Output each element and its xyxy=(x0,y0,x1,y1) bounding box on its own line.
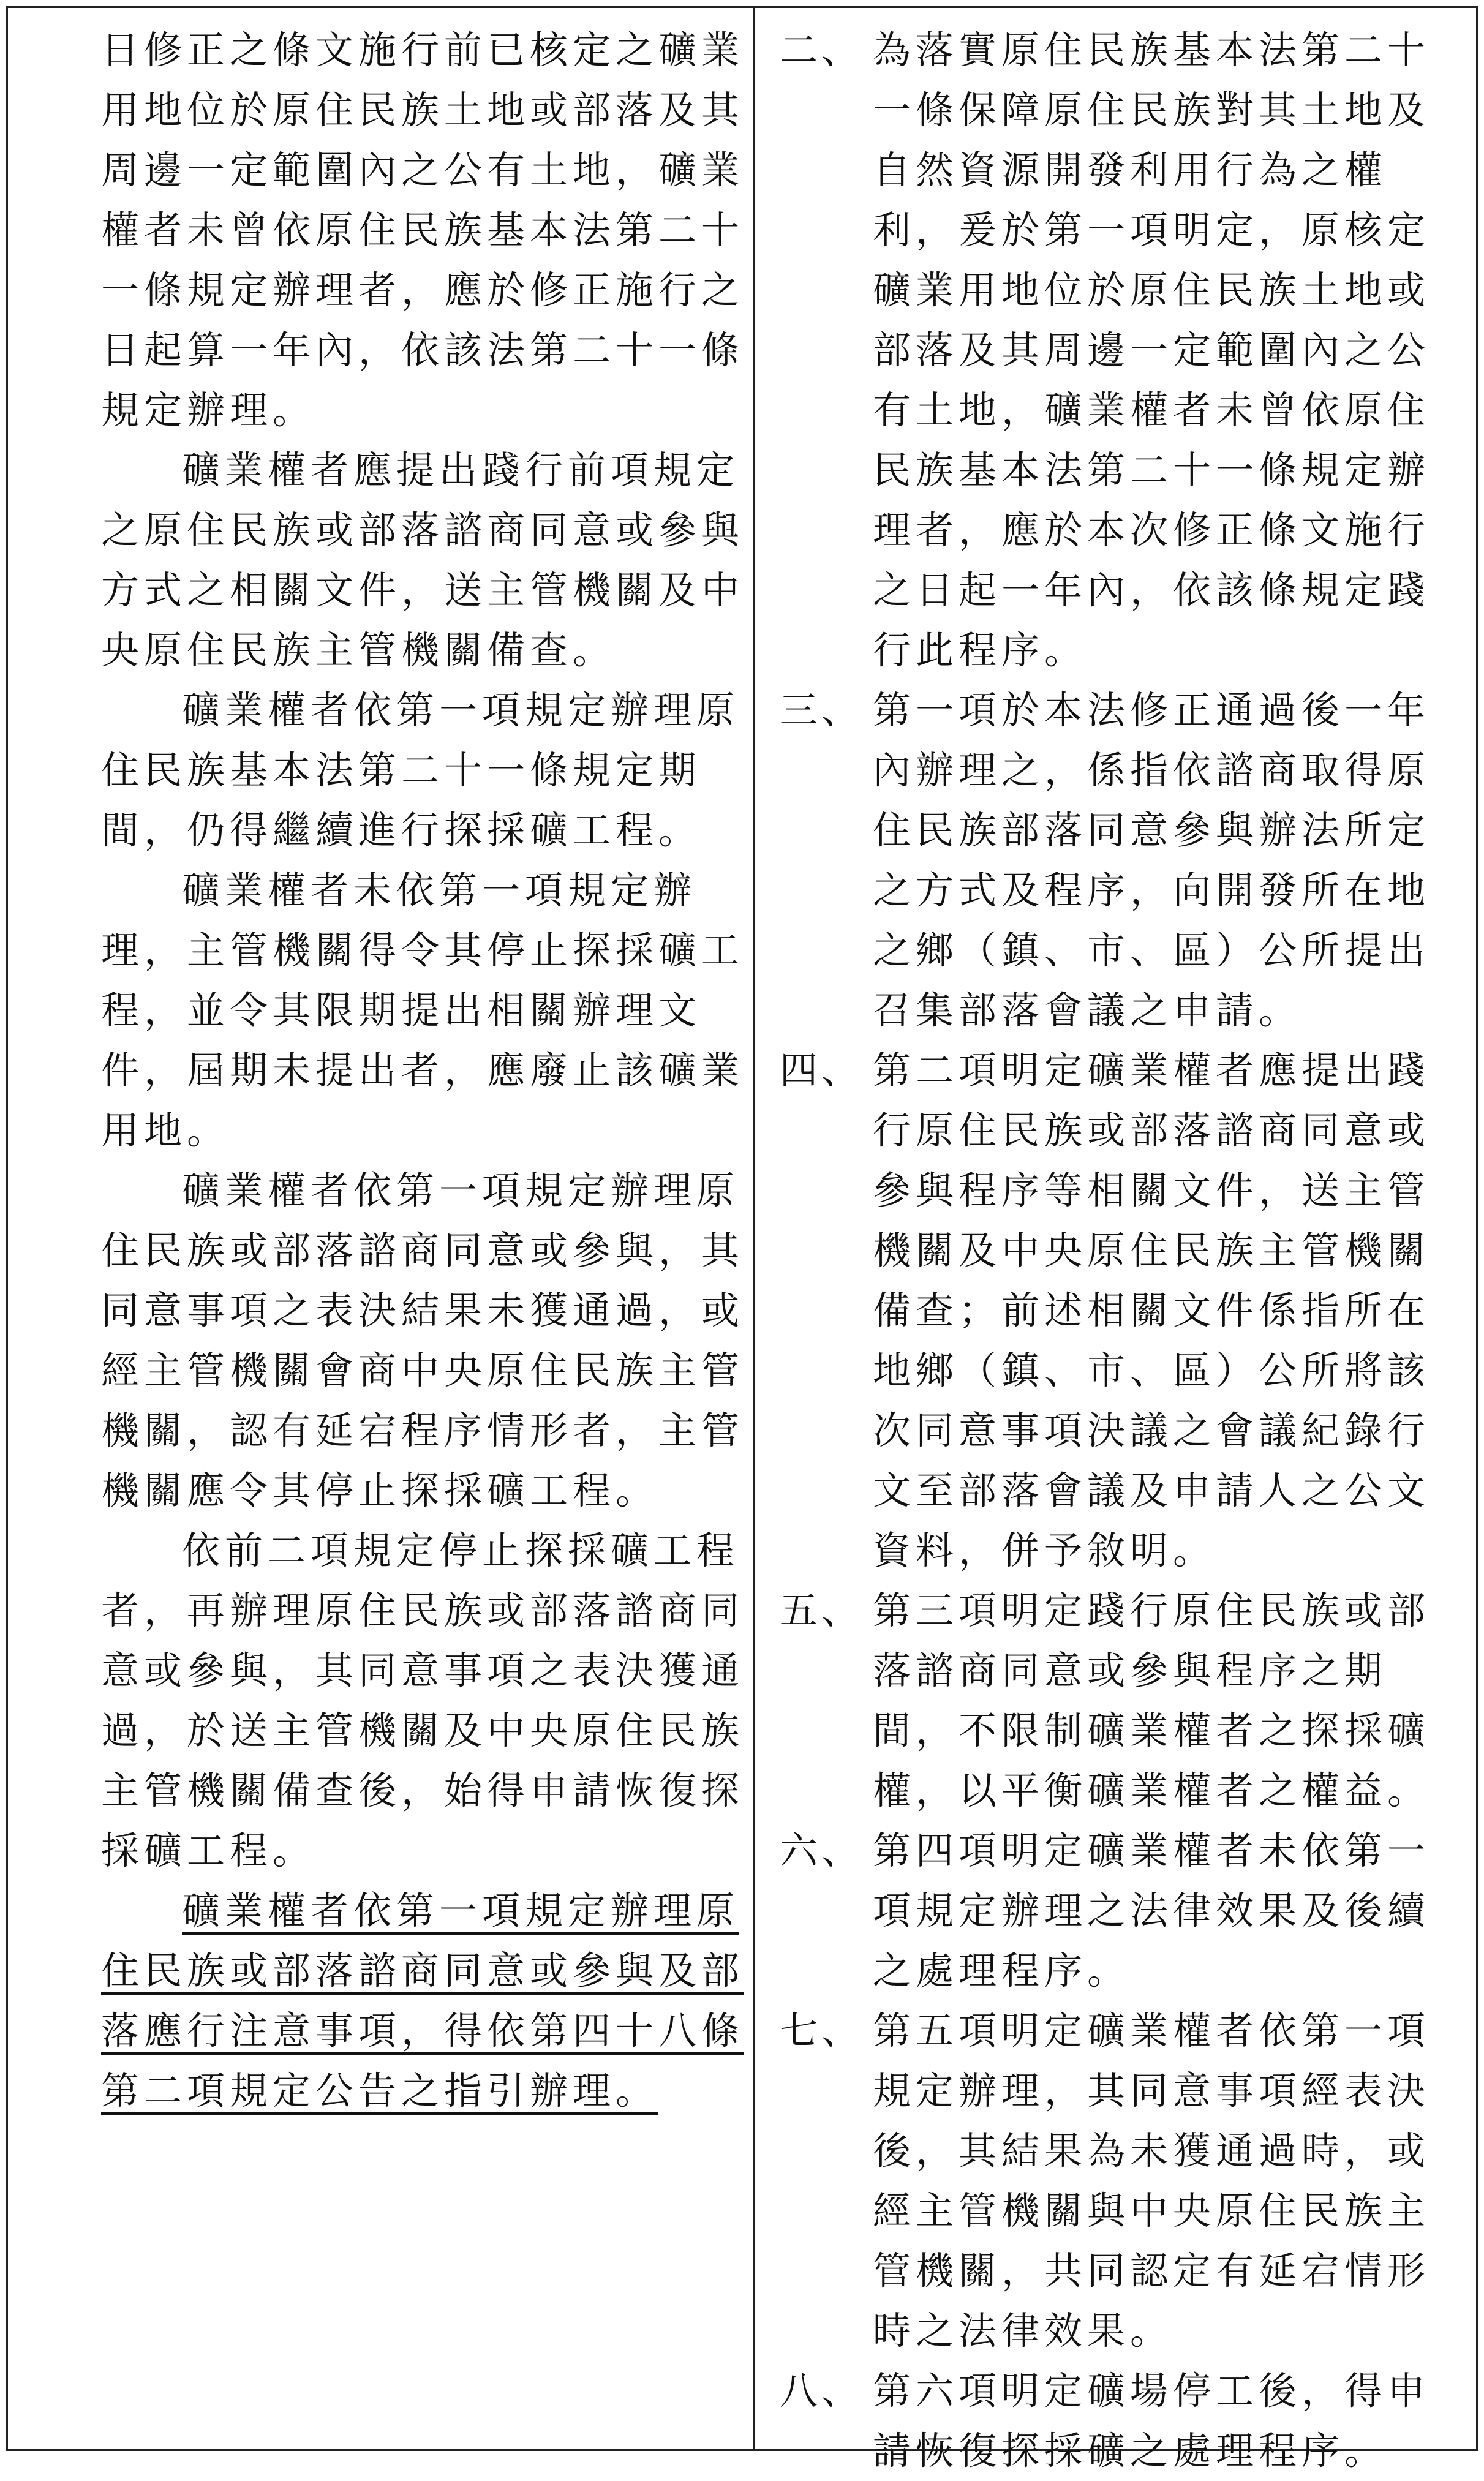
paragraph-5: 礦業權者依第一項規定辦理原住民族或部落諮商同意或參與，其同意事項之表決結果未獲通過，或經主管機關會商中央原住民族主管機關，認有延宕程序情形者，主管機關應令其停止探採礦工程。 xyxy=(101,1168,745,1513)
item-text: 第五項明定礦業權者依第一項規定辦理，其同意事項經表決後，其結果為未獲通過時，或經主管機關與中央原住民族主管機關，共同認定有延宕情形時之法律效果。 xyxy=(873,2008,1431,2353)
paragraph-3: 礦業權者依第一項規定辦理原住民族基本法第二十一條規定期間，仍得繼續進行探採礦工程。 xyxy=(101,688,740,853)
item-text: 第六項明定礦場停工後，得申請恢復探採礦之處理程序。 xyxy=(873,2368,1431,2473)
item-number: 五、 xyxy=(780,1588,864,1633)
explanation-item xyxy=(780,2001,1470,2361)
item-number: 三、 xyxy=(780,688,864,732)
item-text: 第二項明定礦業權者應提出踐行原住民族或部落諮商同意或參與程序等相關文件，送主管機關及中央原住民族主管機關備查；前述相關文件係指所在地鄉（鎮、市、區）公所將該次同意事項決議之會議紀錄行文至部落會議及申請人之公文資料，併予敘明。 xyxy=(873,1048,1431,1573)
item-number: 八、 xyxy=(780,2368,864,2413)
explanation-item xyxy=(780,680,1470,1041)
item-number: 四、 xyxy=(780,1048,864,1093)
law-text-column xyxy=(8,8,753,2449)
paragraph-7-amended xyxy=(101,1881,747,2121)
underlined-amendment-text: 礦業權者依第一項規定辦理原住民族或部落諮商同意或參與及部落應行注意事項，得依第四十八條第二項規定公告之指引辦理。 xyxy=(101,1888,745,2113)
explanation-column xyxy=(753,8,1476,2473)
explanation-item xyxy=(780,1821,1470,2001)
item-number: 七、 xyxy=(780,2008,864,2053)
paragraph-1: 日修正之條文施行前已核定之礦業用地位於原住民族土地或部落及其周邊一定範圍內之公有土地，礦業權者未曾依原住民族基本法第二十一條規定辦理者，應於修正施行之日起算一年內，依該法第二十一條規定辦理。 xyxy=(101,28,745,432)
explanation-item xyxy=(780,20,1470,680)
paragraph-6: 依前二項規定停止探採礦工程者，再辦理原住民族或部落諮商同意或參與，其同意事項之表決獲通過，於送主管機關及中央原住民族主管機關備查後，始得申請恢復探採礦工程。 xyxy=(101,1528,745,1873)
paragraph-2: 礦業權者應提出踐行前項規定之原住民族或部落諮商同意或參與方式之相關文件，送主管機關及中央原住民族主管機關備查。 xyxy=(101,448,745,672)
paragraph-4: 礦業權者未依第一項規定辦理，主管機關得令其停止探採礦工程，並令其限期提出相關辦理文件，屆期未提出者，應廢止該礦業用地。 xyxy=(101,868,745,1153)
item-text: 第一項於本法修正通過後一年內辦理之，係指依諮商取得原住民族部落同意參與辦法所定之方式及程序，向開發所在地之鄉（鎮、市、區）公所提出召集部落會議之申請。 xyxy=(873,688,1431,1033)
explanation-item xyxy=(780,1041,1470,1581)
explanation-item xyxy=(780,2361,1470,2481)
item-text: 第四項明定礦業權者未依第一項規定辦理之法律效果及後續之處理程序。 xyxy=(873,1828,1431,1993)
item-text: 第三項明定踐行原住民族或部落諮商同意或參與程序之期間，不限制礦業權者之探採礦權，以平衡礦業權者之權益。 xyxy=(873,1588,1431,1813)
item-text: 為落實原住民族基本法第二十一條保障原住民族對其土地及自然資源開發利用行為之權利，爰於第一項明定，原核定礦業用地位於原住民族土地或部落及其周邊一定範圍內之公有土地，礦業權者未曾依原住民族基本法第二十一條規定辦理者，應於本次修正條文施行之日起一年內，依該條規定踐行此程序。 xyxy=(873,28,1431,672)
item-number: 六、 xyxy=(780,1828,864,1873)
explanation-item xyxy=(780,1581,1470,1821)
item-number: 二、 xyxy=(780,28,864,72)
document-table xyxy=(6,6,1478,2473)
